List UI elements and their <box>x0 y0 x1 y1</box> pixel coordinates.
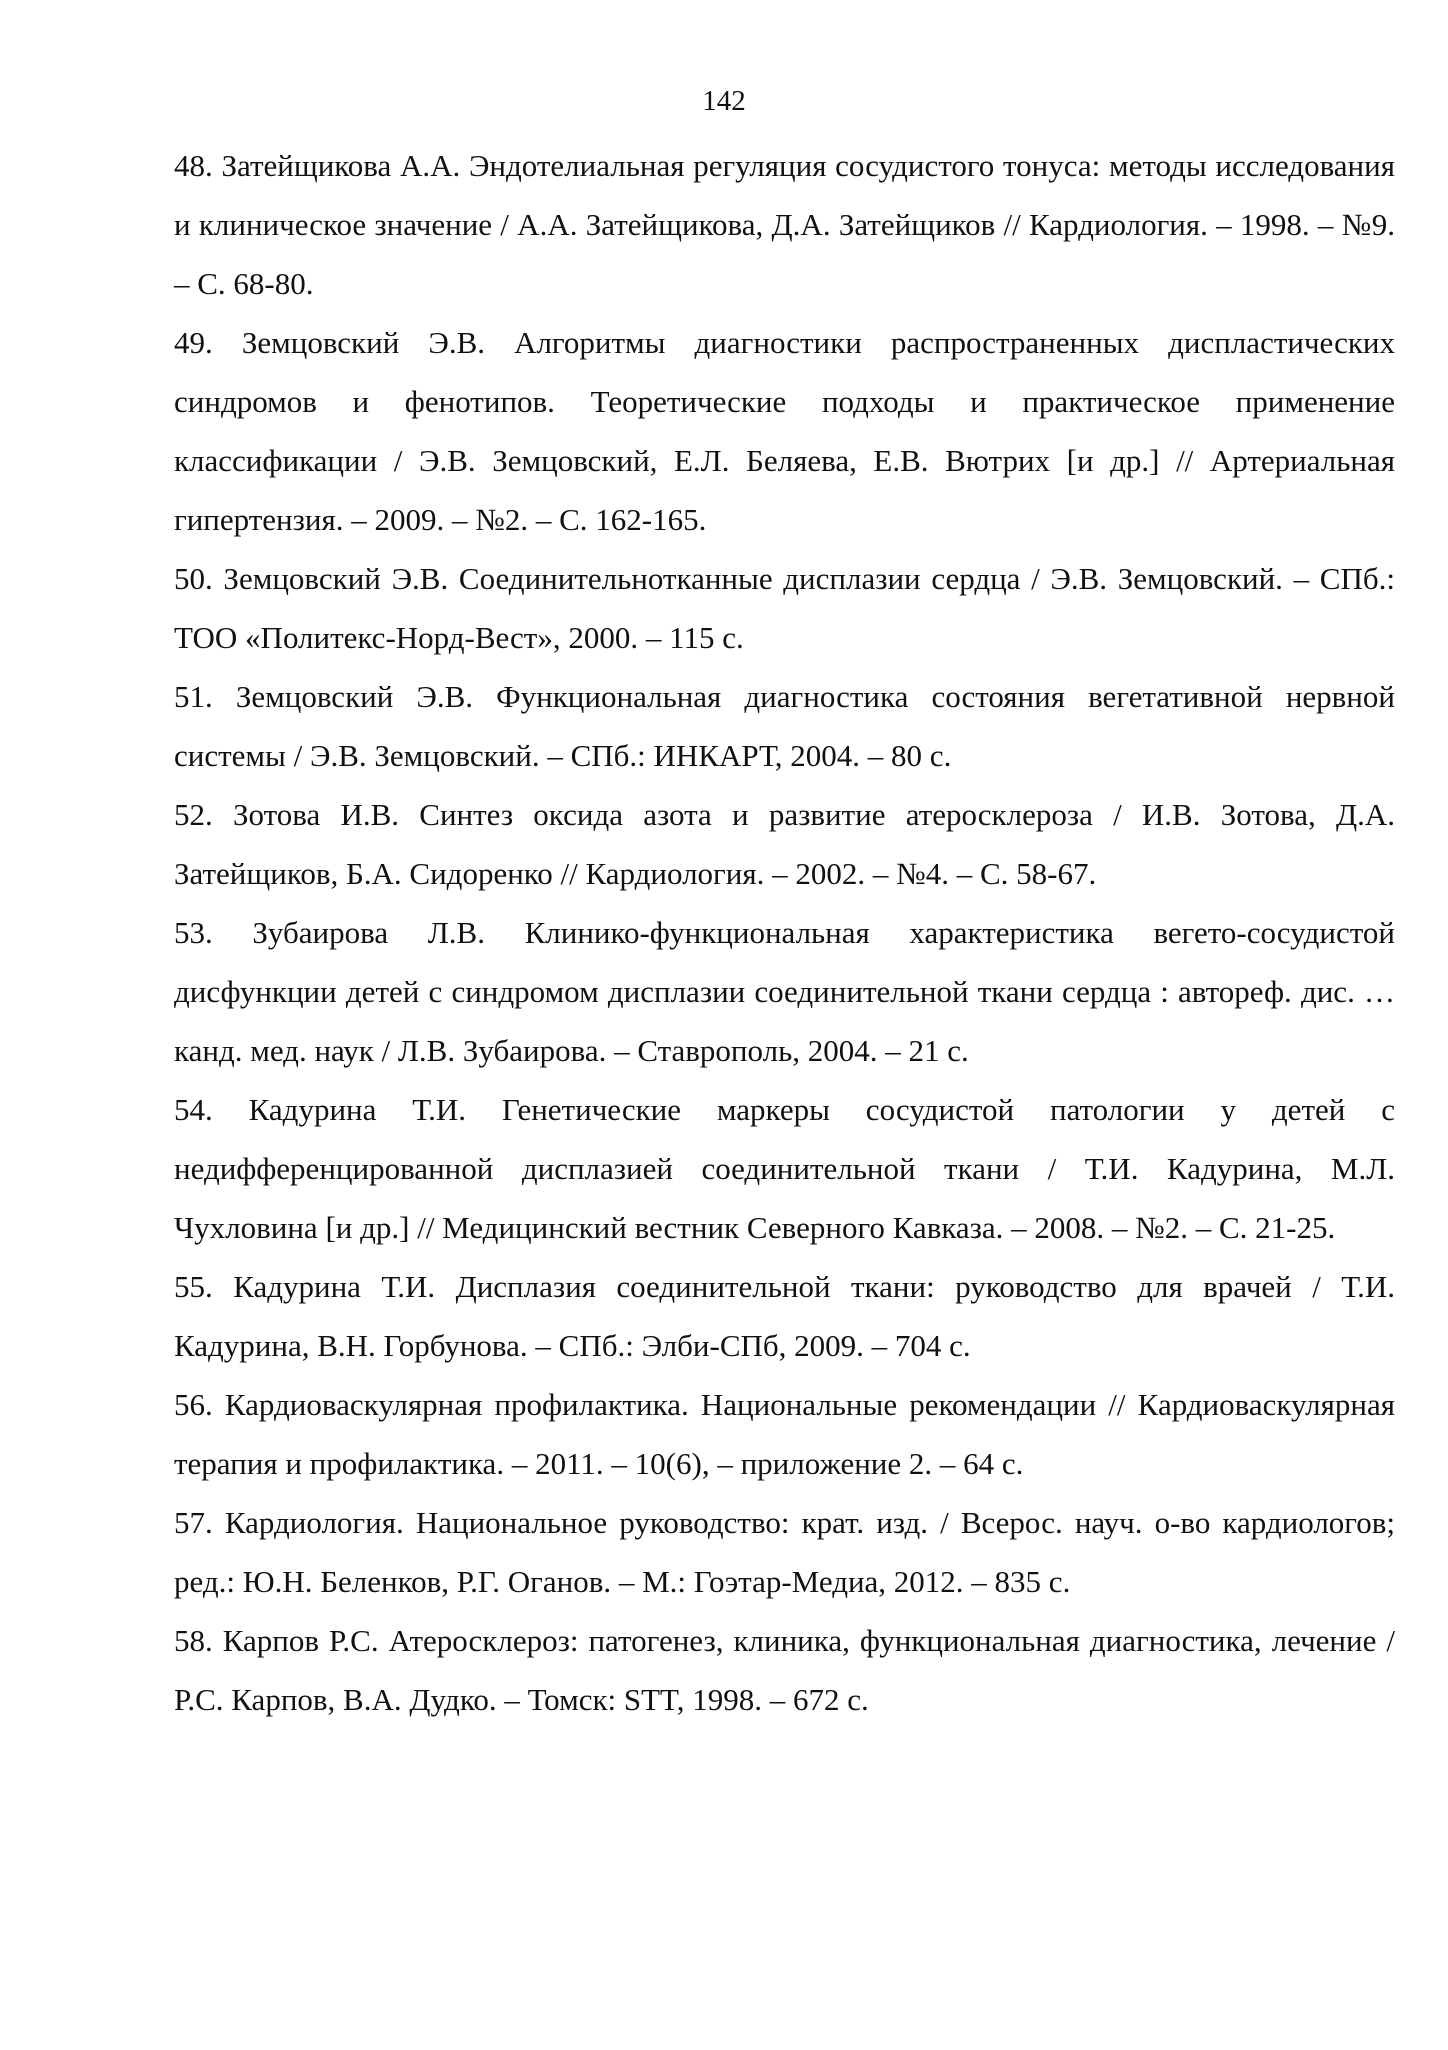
reference-item: 50. Земцовский Э.В. Соединительнотканные дисплазии сердца / Э.В. Земцовский. – СПб.: ТОО «Политекс-Норд-Вест», 2000. – 115 с. <box>174 561 1395 655</box>
reference-item: 56. Кардиоваскулярная профилактика. Национальные рекомендации // Кардиоваскулярная терапия и профилактика. – 2011. – 10(6), – приложение 2. – 64 с. <box>174 1387 1395 1481</box>
reference-item: 49. Земцовский Э.В. Алгоритмы диагностики распространенных диспластических синдромов и фенотипов. Теоретические подходы и практическое применение классификации / Э.В. Земцовский, Е.Л. Беляева, Е.В. Вютрих [и др.] // Артериальная гипертензия. – 2009. – №2. – С. 162-165. <box>174 325 1395 537</box>
reference-list <box>174 136 1395 1729</box>
reference-item: 51. Земцовский Э.В. Функциональная диагностика состояния вегетативной нервной системы / Э.В. Земцовский. – СПб.: ИНКАРТ, 2004. – 80 с. <box>174 679 1395 773</box>
reference-item: 53. Зубаирова Л.В. Клинико-функциональная характеристика вегето-сосудистой дисфункции детей с синдромом дисплазии соединительной ткани сердца : автореф. дис. …канд. мед. наук / Л.В. Зубаирова. – Ставрополь, 2004. – 21 с. <box>174 915 1395 1068</box>
reference-item: 55. Кадурина Т.И. Дисплазия соединительной ткани: руководство для врачей / Т.И. Кадурина, В.Н. Горбунова. – СПб.: Элби-СПб, 2009. – 704 с. <box>174 1269 1395 1363</box>
reference-item: 57. Кардиология. Национальное руководство: крат. изд. / Всерос. науч. о-во кардиологов; ред.: Ю.Н. Беленков, Р.Г. Оганов. – М.: Гоэтар-Медиа, 2012. – 835 с. <box>174 1505 1395 1599</box>
reference-item: 54. Кадурина Т.И. Генетические маркеры сосудистой патологии у детей с недифференцированной дисплазией соединительной ткани / Т.И. Кадурина, М.Л. Чухловина [и др.] // Медицинский вестник Северного Кавказа. – 2008. – №2. – С. 21-25. <box>174 1092 1395 1245</box>
page-number: 142 <box>702 85 746 117</box>
reference-item: 58. Карпов Р.С. Атеросклероз: патогенез, клиника, функциональная диагностика, лечение / Р.С. Карпов, В.А. Дудко. – Томск: STT, 1998. – 672 с. <box>174 1623 1395 1717</box>
reference-item: 48. Затейщикова А.А. Эндотелиальная регуляция сосудистого тонуса: методы исследования и клиническое значение / А.А. Затейщикова, Д.А. Затейщиков // Кардиология. – 1998. – №9. – С. 68-80. <box>174 148 1395 301</box>
reference-item: 52. Зотова И.В. Синтез оксида азота и развитие атеросклероза / И.В. Зотова, Д.А. Затейщиков, Б.А. Сидоренко // Кардиология. – 2002. – №4. – С. 58-67. <box>174 797 1395 891</box>
